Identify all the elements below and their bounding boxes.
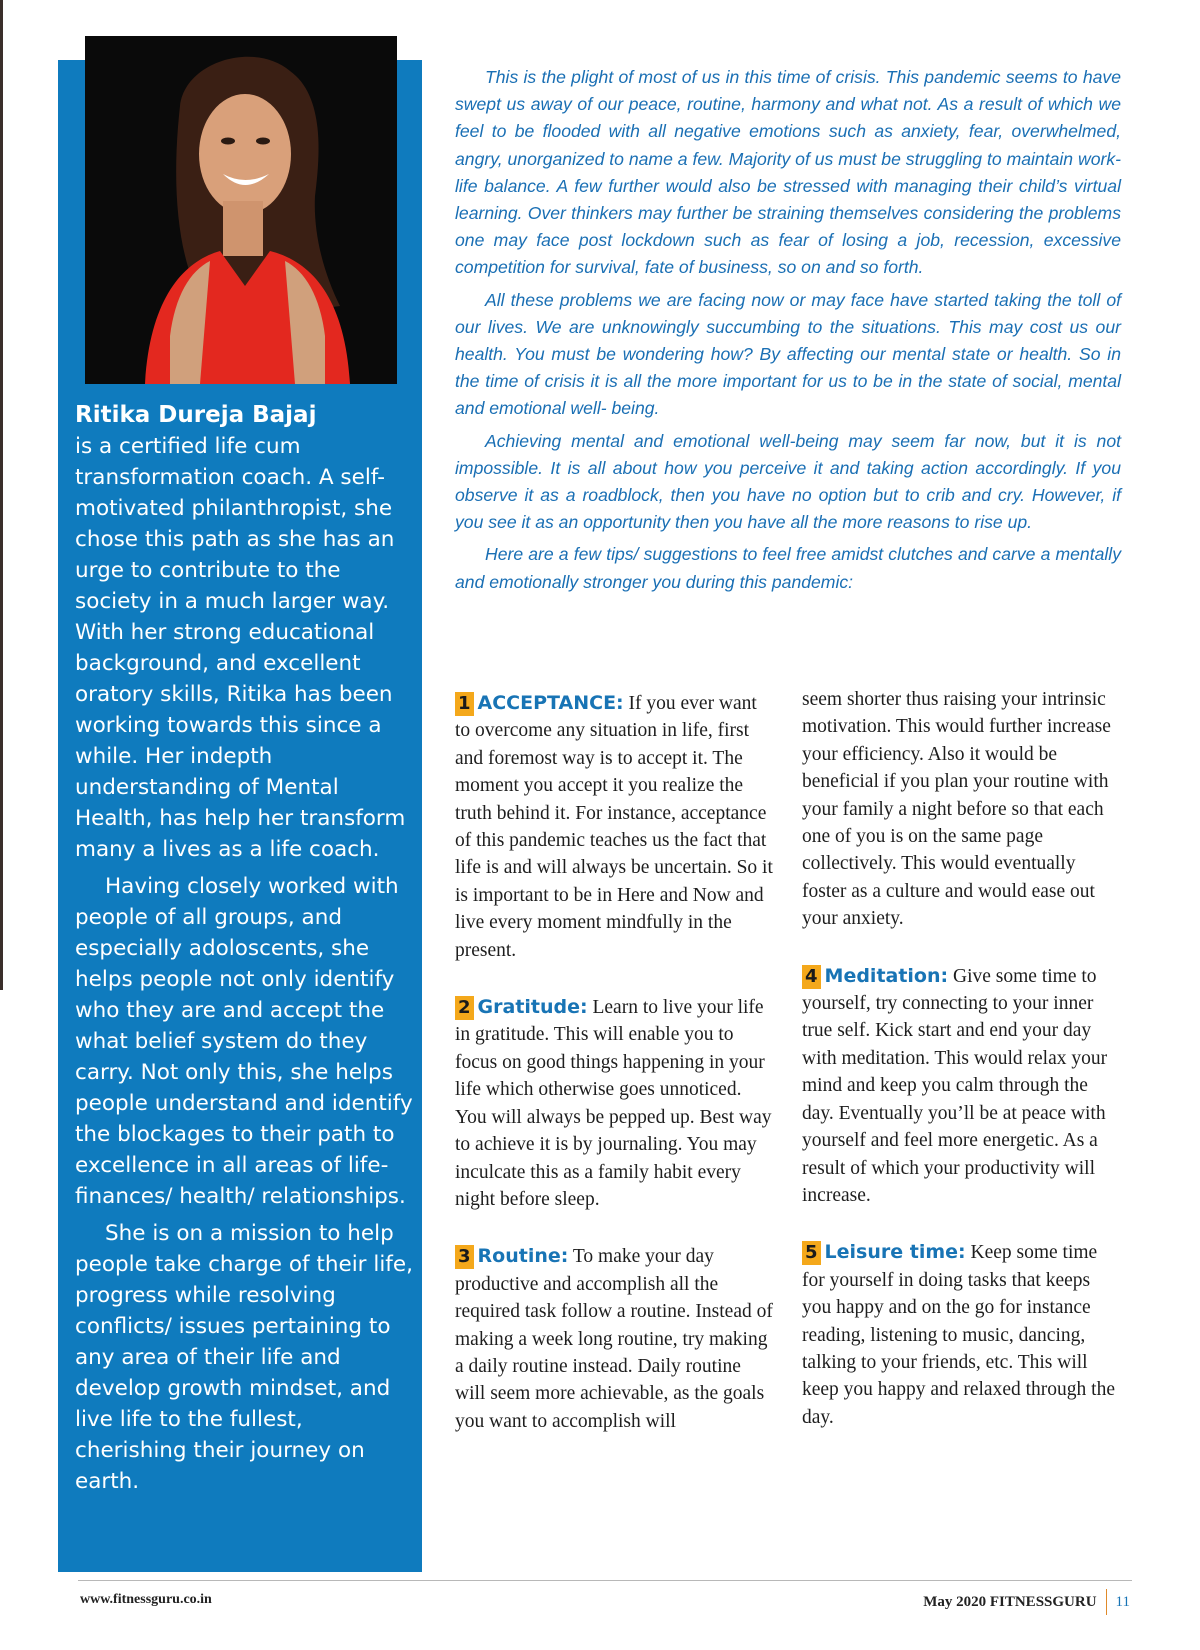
- footer-website: www.fitnessguru.co.in: [80, 1592, 212, 1607]
- tip-text: Keep some time for yourself in doing tasks that keeps you happy and on the go for instance reading, listening to music, dancing, talking to your friends, etc. This will keep you happy and relaxed through the day.: [802, 1242, 1115, 1428]
- intro-paragraph-1: This is the plight of most of us in this time of crisis. This pandemic seems to have swept us away of our peace, routine, harmony and what not. As a result of which we feel to be flooded with all negative emotions such as anxiety, fear, overwhelmed, angry, unorganized to name a few. Majority of us must be struggling to maintain work- life balance. A few further would also be stressed with managing their child’s virtual learning. Over thinkers may further be straining themselves considering the problems one may face post lockdown such as fear of losing a job, recession, excessive competition for survival, fate of business, so on and so forth.: [455, 67, 1121, 278]
- tip-text: Give some time to yourself, try connecting to your inner true self. Kick start and end your day with meditation. This would relax your mind and keep you calm through the day. Eventually you’ll be at peace with yourself and feel more energetic. As a result of which your productivity will increase.: [802, 965, 1108, 1206]
- footer-issue: May 2020 FITNESSGURU: [923, 1593, 1097, 1610]
- tip-title: Meditation:: [824, 964, 949, 987]
- intro-paragraph-4: Here are a few tips/ suggestions to feel free amidst clutches and carve a mentally and emotionally stronger you during this pandemic:: [455, 544, 1121, 592]
- tip-routine-continued: seem shorter thus raising your intrinsic motivation. This would further increase your efficiency. Also it would be beneficial if you plan your routine with your family a night before so that each one of you is on the same page collectively. This would eventually foster as a culture and would ease out your anxiety.: [802, 689, 1111, 930]
- footer-separator: [1106, 1589, 1107, 1615]
- tip-meditation: [802, 963, 1122, 1210]
- bio-paragraph-2: Having closely worked with people of all groups, and especially adoloscents, she helps people not only identify who they are and accept the what belief system do they carry. Not only this, she helps people understand and identify the blockages to their path to excellence in all areas of life- finances/ health/ relationships.: [75, 874, 413, 1209]
- tip-number-badge: 3: [455, 1245, 474, 1269]
- intro-paragraph-3: Achieving mental and emotional well-being may seem far now, but it is not impossible. It is all about how you perceive it and taking action accordingly. If you observe it as a roadblock, then you have no option but to crib and cry. However, if you see it as an opportunity then you have all the more reasons to rise up.: [455, 430, 1121, 533]
- tip-number-badge: 5: [802, 1241, 821, 1265]
- intro-paragraph-2: All these problems we are facing now or may face have started taking the toll of our lives. We are unknowingly succumbing to the situations. This may cost us our health. You must be wondering how? By affecting our mental state or health. So in the time of crisis it is all the more important for us to be in the state of social, mental and emotional well- being.: [455, 289, 1121, 419]
- author-photo: [85, 36, 397, 384]
- tips-column-right: [802, 686, 1122, 1461]
- tip-number-badge: 4: [802, 965, 821, 989]
- tip-number-badge: 2: [455, 996, 474, 1020]
- author-name: Ritika Dureja Bajaj: [75, 402, 317, 428]
- footer-issue-info: [923, 1589, 1130, 1615]
- page-number: 11: [1115, 1593, 1130, 1610]
- tip-title: ACCEPTANCE:: [477, 692, 624, 714]
- tip-text: Learn to live your life in gratitude. This will enable you to focus on good things happening in your life which otherwise goes unnoticed. You will always be pepped up. Best way to achieve it is by journaling. You may inculcate this as a family habit every night before sleep.: [455, 997, 772, 1210]
- tip-text: If you ever want to overcome any situation in life, first and foremost way is to accept it. The moment you accept it you realize the truth behind it. For instance, acceptance of this pandemic teaches us the fact that life is and will always be uncertain. So it is important to be in Here and Now and live every moment mindfully in the present.: [455, 693, 773, 961]
- tip-title: Routine:: [477, 1245, 569, 1268]
- tip-leisure-time: [802, 1239, 1122, 1431]
- tip-title: Leisure time:: [824, 1241, 966, 1264]
- tip-number-badge: 1: [455, 692, 474, 716]
- tip-text: To make your day productive and accomplish all the required task follow a routine. Instead of making a week long routine, try making a daily routine instead. Daily routine will seem more achievable, as the goals you want to accomplish will: [455, 1246, 773, 1432]
- tips-column-left: [455, 690, 775, 1465]
- author-bio: [75, 400, 415, 1497]
- tip-routine: [455, 1243, 775, 1435]
- page-edge-bar: [0, 0, 3, 990]
- article-intro: [455, 64, 1121, 601]
- bio-paragraph-3: She is on a mission to help people take charge of their life, progress while resolving conflicts/ issues pertaining to any area of their life and develop growth mindset, and live life to the fullest, cherishing their journey on earth.: [75, 1221, 413, 1494]
- tip-title: Gratitude:: [477, 996, 588, 1019]
- tip-acceptance: [455, 690, 775, 964]
- tip-gratitude: [455, 994, 775, 1213]
- bio-paragraph-1: is a certified life cum transformation coach. A self-motivated philanthropist, she chose this path as she has an urge to contribute to the society in a much larger way. With her strong educational background, and excellent oratory skills, Ritika has been working towards this since a while. Her indepth understanding of Mental Health, has help her transform many a lives as a life coach.: [75, 434, 406, 862]
- footer-divider: [78, 1580, 1132, 1581]
